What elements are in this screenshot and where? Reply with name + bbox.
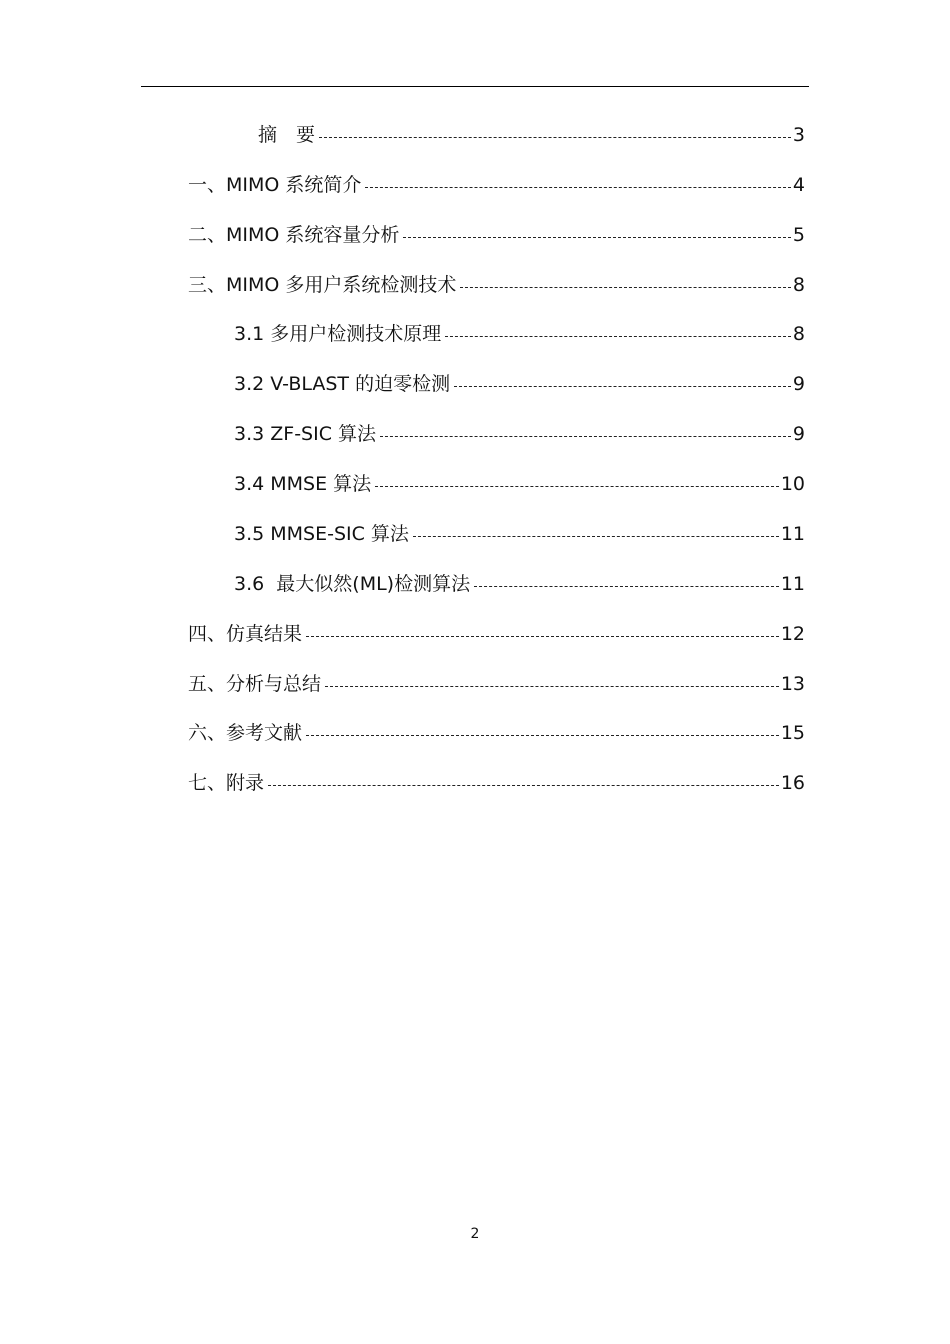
toc-entry-page: 13	[780, 673, 805, 695]
toc-leader-dots	[413, 536, 779, 537]
toc-entry-section-3-6[interactable]	[234, 570, 805, 598]
toc-leader-dots	[365, 187, 791, 188]
toc-entry-title: 3.5 MMSE-SIC 算法	[234, 523, 409, 545]
toc-entry-section-3-4[interactable]	[234, 470, 805, 498]
toc-entry-page: 9	[792, 373, 805, 395]
toc-entry-title: 四、仿真结果	[188, 623, 303, 645]
toc-entry-page: 16	[780, 772, 805, 794]
toc-entry-page: 4	[792, 174, 805, 196]
toc-entry-chapter-2[interactable]	[188, 221, 805, 249]
toc-leader-dots	[460, 287, 791, 288]
toc-entry-title: 五、分析与总结	[188, 673, 322, 695]
toc-entry-section-3-5[interactable]	[234, 520, 805, 548]
toc-entry-title: 摘 要	[258, 124, 316, 146]
toc-leader-dots	[445, 336, 791, 337]
toc-leader-dots	[268, 785, 779, 786]
toc-entry-abstract[interactable]	[258, 121, 805, 149]
toc-entry-title: 3.2 V-BLAST 的迫零检测	[234, 373, 451, 395]
toc-entry-title: 二、MIMO 系统容量分析	[188, 224, 400, 246]
toc-entry-page: 3	[792, 124, 805, 146]
toc-entry-chapter-7[interactable]	[188, 769, 805, 797]
toc-entry-page: 8	[792, 323, 805, 345]
toc-entry-title: 3.3 ZF-SIC 算法	[234, 423, 377, 445]
toc-entry-section-3-2[interactable]	[234, 370, 805, 398]
toc-leader-dots	[375, 486, 779, 487]
toc-entry-page: 12	[780, 623, 805, 645]
toc-entry-section-3-1[interactable]	[234, 320, 805, 348]
toc-entry-page: 8	[792, 274, 805, 296]
toc-entry-chapter-4[interactable]	[188, 620, 805, 648]
toc-leader-dots	[306, 735, 779, 736]
toc-entry-chapter-5[interactable]	[188, 670, 805, 698]
toc-entry-chapter-1[interactable]	[188, 171, 805, 199]
toc-leader-dots	[306, 636, 779, 637]
toc-entry-section-3-3[interactable]	[234, 420, 805, 448]
toc-entry-title: 3.4 MMSE 算法	[234, 473, 372, 495]
toc-entry-title: 一、MIMO 系统简介	[188, 174, 362, 196]
toc-entry-page: 11	[780, 573, 805, 595]
toc-leader-dots	[474, 586, 779, 587]
toc-entry-title: 3.6 最大似然(ML)检测算法	[234, 573, 471, 595]
toc-entry-title: 三、MIMO 多用户系统检测技术	[188, 274, 457, 296]
toc-entry-title: 3.1 多用户检测技术原理	[234, 323, 442, 345]
toc-leader-dots	[403, 237, 791, 238]
toc-entry-page: 11	[780, 523, 805, 545]
toc-entry-page: 15	[780, 722, 805, 744]
toc-entry-title: 六、参考文献	[188, 722, 303, 744]
toc-entry-chapter-6[interactable]	[188, 719, 805, 747]
toc-entry-page: 5	[792, 224, 805, 246]
toc-entry-chapter-3[interactable]	[188, 271, 805, 299]
toc-leader-dots	[380, 436, 791, 437]
toc-entry-page: 9	[792, 423, 805, 445]
toc-entry-title: 七、附录	[188, 772, 265, 794]
toc-leader-dots	[325, 686, 779, 687]
toc-entry-page: 10	[780, 473, 805, 495]
page-number: 2	[470, 1226, 480, 1242]
toc-leader-dots	[319, 137, 791, 138]
toc-leader-dots	[454, 386, 791, 387]
